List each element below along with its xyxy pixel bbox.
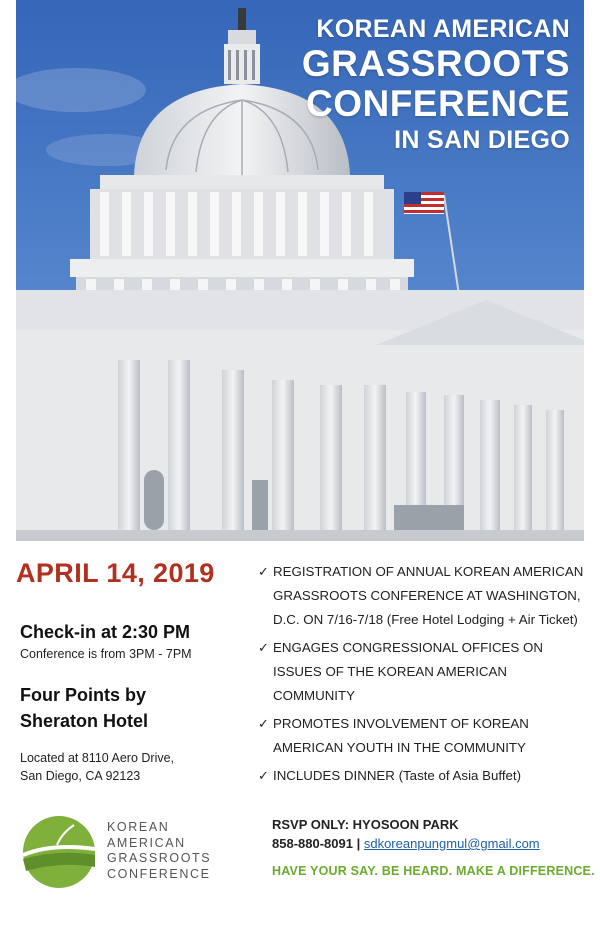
venue-line-2: Sheraton Hotel [20,711,149,731]
rsvp-info [272,815,540,853]
logo-wordmark [107,820,211,882]
logo-line-3: GRASSROOTS [107,851,212,865]
capitol-photo [16,0,584,541]
address-line-2: San Diego, CA 92123 [20,769,141,783]
slogan: HAVE YOUR SAY. BE HEARD. MAKE A DIFFERENCE. [272,864,595,878]
event-title [302,14,570,156]
checkmark-icon: ✓ [258,640,269,655]
checkmark-icon: ✓ [258,564,269,579]
benefits-list [258,560,588,792]
checkmark-icon: ✓ [258,716,269,731]
venue-line-1: Four Points by [20,685,146,705]
logo-line-1: KOREAN [107,820,170,834]
list-item [258,764,588,788]
rsvp-phone-email [272,834,540,853]
title-line-3: CONFERENCE [305,83,570,124]
title-line-2: GRASSROOTS [301,43,570,84]
list-item [258,560,588,632]
list-item-text: ENGAGES CONGRESSIONAL OFFICES ON ISSUES OF THE KOREAN AMERICAN COMMUNITY [273,640,543,703]
checkmark-icon: ✓ [258,768,269,783]
checkin-time: Check-in at 2:30 PM [20,622,191,642]
list-item [258,712,588,760]
list-item-text: REGISTRATION OF ANNUAL KOREAN AMERICAN GRASSROOTS CONFERENCE AT WASHINGTON, D.C. ON 7/16-7/18 (Free Hotel Lodging + Air Ticket) [273,564,584,627]
list-item [258,636,588,708]
address-line-1: Located at 8110 Aero Drive, [20,751,175,765]
list-item-text: PROMOTES INVOLVEMENT OF KOREAN AMERICAN YOUTH IN THE COMMUNITY [273,716,529,755]
list-item-text: INCLUDES DINNER (Taste of Asia Buffet) [273,768,522,783]
rsvp-phone: 858-880-8091 | [272,836,361,851]
conference-hours: Conference is from 3PM - 7PM [20,647,192,661]
logo-line-4: CONFERENCE [107,866,211,881]
venue-address [20,749,174,785]
rsvp-email-link[interactable]: sdkoreanpungmul@gmail.com [363,836,540,851]
kagc-logo-icon [22,815,96,889]
title-line-1: KOREAN AMERICAN [316,15,570,43]
venue-name [20,682,148,734]
rsvp-contact: RSVP ONLY: HYOSOON PARK [272,817,459,832]
event-date: APRIL 14, 2019 [16,558,215,588]
title-line-4: IN SAN DIEGO [394,126,570,154]
logo-line-2: AMERICAN [107,835,186,850]
